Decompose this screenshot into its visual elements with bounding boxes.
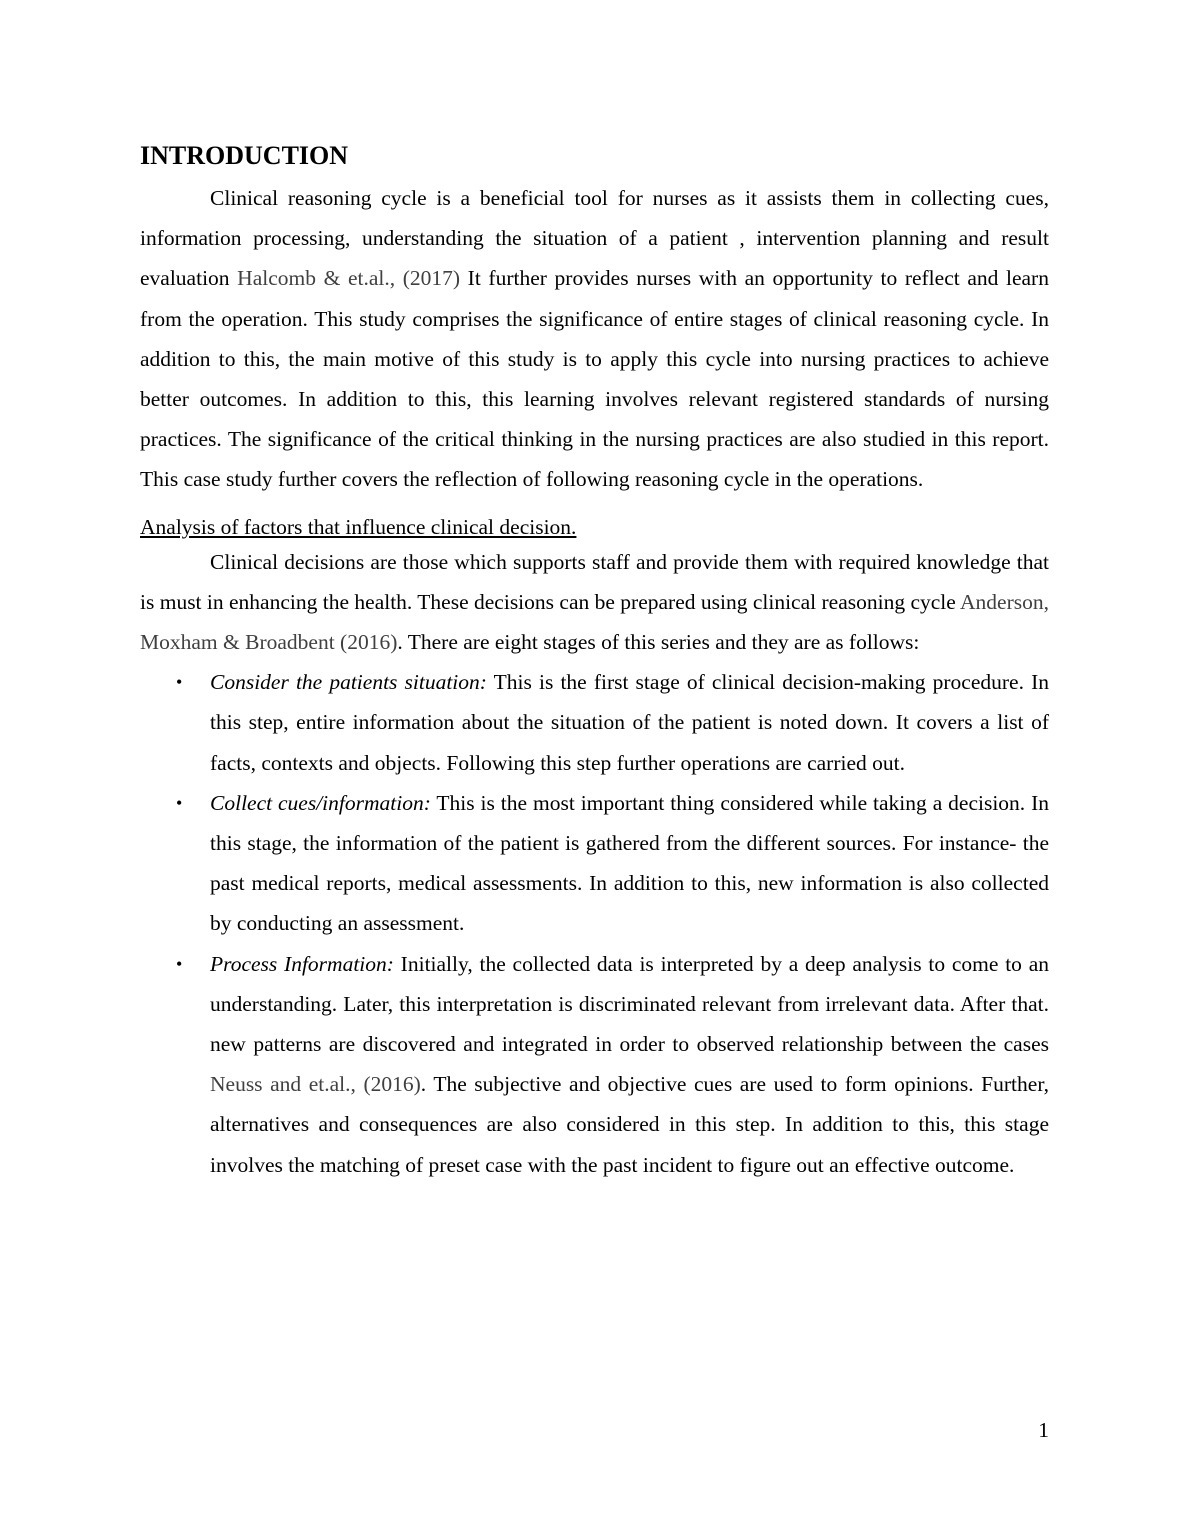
intro-text-continued: It further provides nurses with an opportunity to reflect and learn from the operation. This study comprises the significance of entire stages of clinical reasoning cycle. In addition to this, the main motive of this study is to apply this cycle into nursing practices to achieve better outcomes. In addition to this, this learning involves relevant registered standards of nursing practices. The significance of the critical thinking in the nursing practices are also studied in this report. This case study further covers the reflection of following reasoning cycle in the operations. — [140, 266, 1049, 492]
list-item — [140, 944, 1049, 1185]
page-number: 1 — [1038, 1418, 1049, 1442]
list-item — [140, 662, 1049, 783]
section-text-continued: . There are eight stages of this series and they are as follows: — [397, 630, 920, 655]
stages-list — [140, 662, 1049, 1185]
intro-paragraph — [140, 178, 1049, 500]
bullet-icon: • — [176, 792, 183, 813]
document-page — [140, 138, 1049, 1185]
list-item-title: Collect cues/information: — [210, 790, 431, 815]
section-citation: Anderson, Moxham & Broadbent (2016) — [140, 589, 1049, 655]
section-text: Clinical decisions are those which supports staff and provide them with required knowledge that is must in enhancing the health. These decisions can be prepared using clinical reasoning cycle — [140, 549, 1049, 614]
list-item-text: This is the first stage of clinical decision-making procedure. In this step, entire information about the situation of the patient is noted down. It covers a list of facts, contexts and objects. Following this step further operations are carried out. — [210, 670, 1049, 775]
list-item-text: Initially, the collected data is interpreted by a deep analysis to come to an understanding. Later, this interpretation is discriminated relevant from irrelevant data. After that. new patterns are discovered and integrated in order to observed relationship between the cases — [210, 951, 1049, 1057]
list-item — [140, 783, 1049, 944]
bullet-icon: • — [176, 672, 183, 693]
list-item-text: This is the most important thing considered while taking a decision. In this stage, the information of the patient is gathered from the different sources. For instance- the past medical reports, medical assessments. In addition to this, new information is also collected by conducting an assessment. — [210, 790, 1049, 936]
page-title: INTRODUCTION — [140, 141, 349, 170]
bullet-icon: • — [176, 953, 183, 974]
list-item-citation: Neuss and et.al., (2016) — [210, 1072, 421, 1097]
list-item-title: Process Information: — [210, 951, 394, 976]
list-item-title: Consider the patients situation: — [210, 670, 487, 695]
intro-citation: Halcomb & et.al., (2017) — [237, 266, 461, 291]
intro-text: Clinical reasoning cycle is a beneficial tool for nurses as it assists them in collecting cues, information processing, understanding the situation of a patient , intervention planning and result evaluation — [140, 186, 1049, 291]
section-paragraph — [140, 542, 1049, 663]
section-heading: Analysis of factors that influence clinical decision. — [140, 514, 577, 539]
list-item-text-continued: . The subjective and objective cues are used to form opinions. Further, alternatives and consequences are also considered in this step. In addition to this, this stage involves the matching of preset case with the past incident to figure out an effective outcome. — [210, 1072, 1049, 1177]
